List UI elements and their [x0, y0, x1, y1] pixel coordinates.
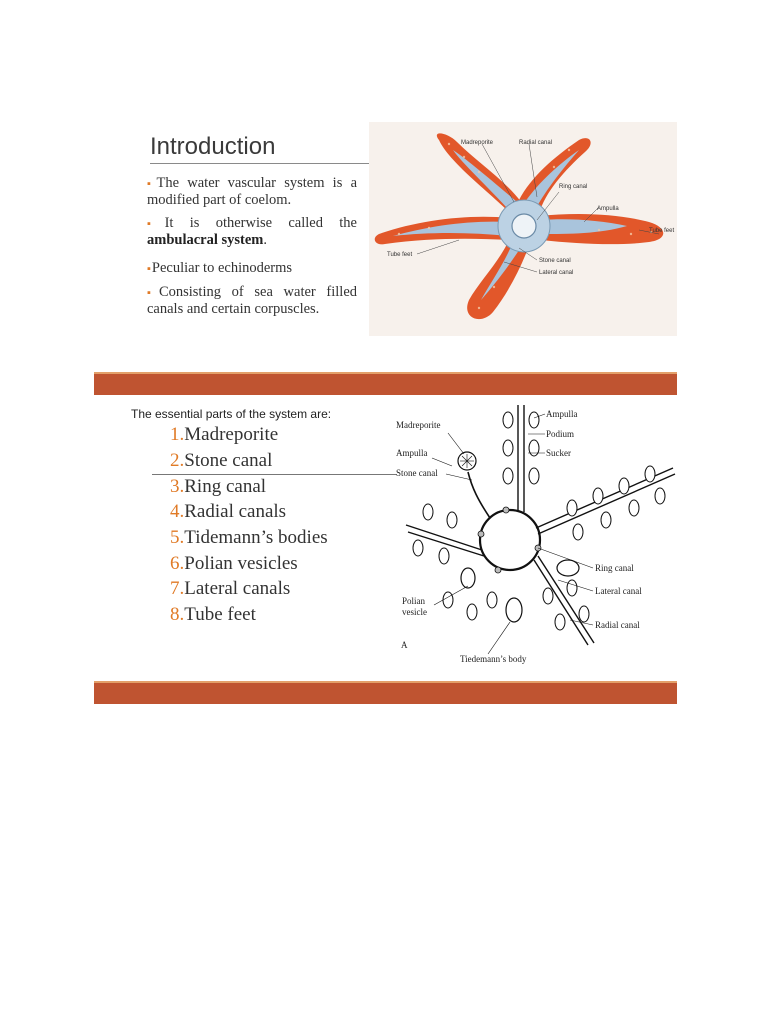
slide-title: Introduction [150, 133, 276, 160]
label-stone-canal: Stone canal [396, 468, 438, 478]
label-stone-canal: Stone canal [539, 258, 571, 264]
part-item-2 [170, 450, 272, 472]
part-number: 3. [170, 476, 185, 497]
part-item-6 [170, 553, 298, 575]
bullet-marker: ▪ [147, 218, 164, 230]
bullet-marker: ▪ [147, 263, 151, 275]
part-item-7 [170, 578, 290, 600]
parts-intro: The essential parts of the system are: [131, 407, 332, 421]
label-podium: Podium [546, 429, 575, 439]
canals [406, 405, 675, 645]
part-label: Lateral canals [184, 578, 291, 599]
tube-feet [413, 412, 665, 630]
label-panel-letter: A [401, 640, 408, 650]
label-lateral-canal: Lateral canal [539, 270, 574, 276]
part-label: Tube feet [184, 604, 256, 625]
part-item-5 [170, 527, 328, 549]
slide-footer-bar [94, 372, 677, 395]
starfish-arm-right [539, 214, 663, 244]
bullet-4 [147, 284, 357, 317]
tiedemann-bodies [478, 507, 541, 573]
part-item-1 [170, 424, 278, 446]
label-polian: Polian [402, 596, 426, 606]
bullet-text: Consisting of sea water filled canals and certain corpuscles. [147, 284, 357, 317]
ring-canal-shape [512, 214, 536, 238]
label-radial-canal: Radial canal [519, 140, 553, 146]
part-number: 2. [170, 450, 185, 471]
label-ring-canal: Ring canal [559, 184, 588, 190]
label-madreporite: Madreporite [461, 140, 494, 146]
part-number: 5. [170, 527, 185, 548]
part-item-8 [170, 604, 256, 626]
part-number: 8. [170, 604, 185, 625]
part-label: Polian vesicles [184, 553, 298, 574]
ring-canal-circle [480, 510, 540, 570]
part-label: Tidemann’s bodies [184, 527, 328, 548]
label-tiedemann: Tiedemann’s body [460, 654, 527, 664]
part-number: 1. [170, 424, 185, 445]
bullet-3 [147, 260, 357, 277]
part-label: Ring canal [184, 476, 267, 497]
madreporite-grooves [460, 454, 474, 468]
slide-footer-bar [94, 681, 677, 704]
starfish-diagram [369, 122, 677, 336]
label-ampulla-left: Ampulla [396, 448, 428, 458]
label-ampulla-top: Ampulla [546, 409, 578, 419]
title-divider [150, 163, 370, 164]
bullet-text: Peculiar to echinoderms [151, 260, 293, 276]
part-item-4 [170, 501, 286, 523]
label-vesicle: vesicle [402, 607, 427, 617]
bullet-text: It is otherwise called the [164, 215, 357, 231]
label-sucker: Sucker [546, 448, 571, 458]
bullet-bold-term: ambulacral system [147, 232, 264, 248]
label-tube-feet-right: Tube feet [649, 228, 675, 234]
bullet-1 [147, 175, 357, 208]
bullet-2 [147, 215, 357, 248]
list-divider [152, 474, 397, 475]
part-number: 6. [170, 553, 185, 574]
label-radial-canal: Radial canal [595, 620, 640, 630]
label-ring-canal: Ring canal [595, 563, 634, 573]
bullet-marker: ▪ [147, 178, 156, 190]
bullet-text-end: . [263, 232, 268, 248]
part-number: 4. [170, 501, 185, 522]
water-vascular-diagram [388, 400, 680, 665]
part-label: Stone canal [184, 450, 273, 471]
starfish-arm-left [375, 217, 509, 245]
part-label: Radial canals [184, 501, 287, 522]
bullet-marker: ▪ [147, 287, 158, 299]
part-item-3 [170, 476, 266, 498]
part-label: Madreporite [184, 424, 279, 445]
label-ampulla: Ampulla [597, 206, 619, 212]
part-number: 7. [170, 578, 185, 599]
label-madreporite: Madreporite [396, 420, 441, 430]
bullet-text: The water vascular system is a modified part of coelom. [147, 175, 358, 208]
label-tube-feet-left: Tube feet [387, 252, 413, 258]
label-lateral-canal: Lateral canal [595, 586, 642, 596]
